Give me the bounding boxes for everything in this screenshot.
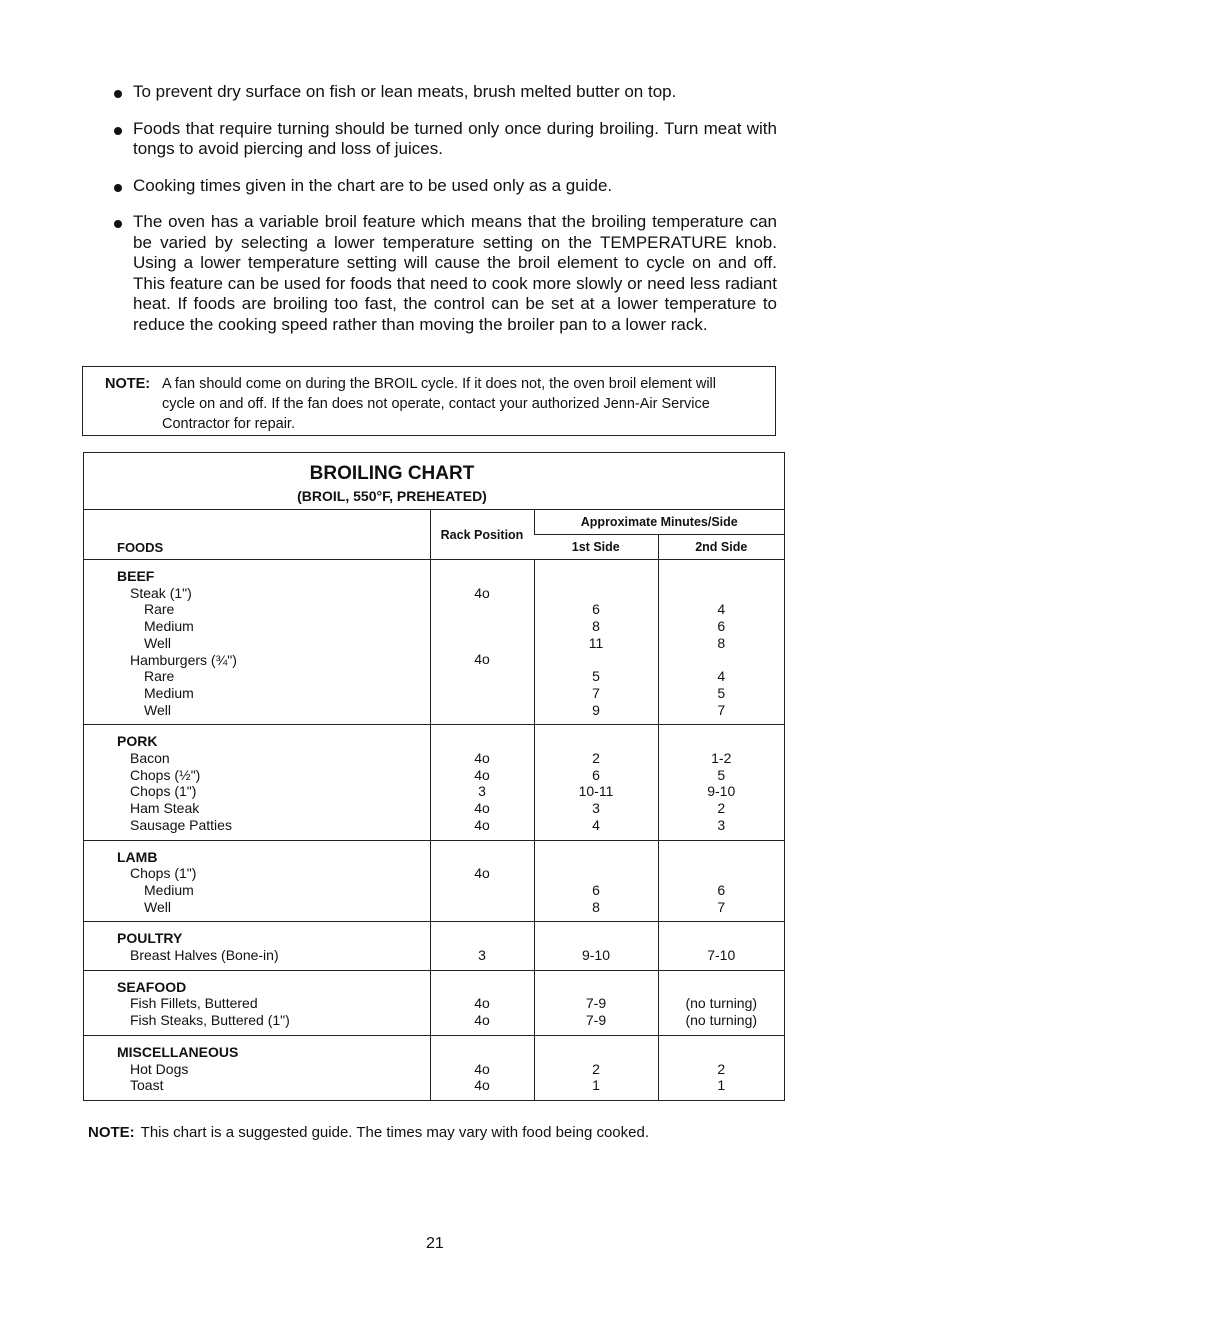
lamb-foods <box>84 840 430 922</box>
beef-first-side <box>534 560 658 725</box>
minutes-value: 10-11 <box>578 783 614 800</box>
doneness-label: Well <box>144 898 171 915</box>
table-row-poultry <box>84 922 784 970</box>
lamb-first-side <box>534 840 658 922</box>
category-label: SEAFOOD <box>117 978 187 995</box>
misc-foods <box>84 1035 430 1100</box>
chart-title: BROILING CHART <box>309 463 475 484</box>
bullet-dot-icon <box>114 220 122 228</box>
misc-first-side <box>534 1035 658 1100</box>
food-item: Toast <box>130 1077 164 1094</box>
second-side-header: 2nd Side <box>658 535 784 560</box>
rack-value: 4o <box>474 800 490 817</box>
minutes-value: 3 <box>717 816 726 833</box>
category-label: BEEF <box>117 568 155 584</box>
minutes-value: 1 <box>592 1077 600 1094</box>
food-item: Chops (1") <box>130 783 197 800</box>
minutes-value: 2 <box>717 1060 726 1077</box>
approx-header: Approximate Minutes/Side <box>534 510 784 535</box>
food-item: Breast Halves (Bone-in) <box>130 947 279 964</box>
doneness-label: Medium <box>144 881 194 898</box>
rack-value: 4o <box>474 750 490 767</box>
fan-note <box>82 366 776 436</box>
seafood-first-side <box>534 970 658 1035</box>
minutes-value: 1 <box>717 1077 726 1094</box>
minutes-value: 5 <box>592 668 600 685</box>
rack-value: 3 <box>478 947 486 964</box>
page-number: 21 <box>426 1235 444 1252</box>
seafood-foods <box>84 970 430 1035</box>
bullet-dot-icon <box>114 127 122 135</box>
beef-rack <box>430 560 534 725</box>
doneness-label: Medium <box>144 684 194 701</box>
chart-guide-note <box>88 1124 649 1141</box>
note-text: A fan should come on during the BROIL cycle. If it does not, the oven broil element will cycle on and off. If the fan does not operate, contact your authorized Jenn-Air Service Contractor for repair. <box>162 376 716 432</box>
doneness-label: Well <box>144 634 171 651</box>
instruction-list <box>112 82 777 351</box>
minutes-value: 9-10 <box>581 947 611 964</box>
note-label: NOTE: <box>105 376 151 392</box>
table-row-beef <box>84 560 784 725</box>
category-label: POULTRY <box>117 930 183 947</box>
beef-second-side <box>658 560 784 725</box>
seafood-rack <box>430 970 534 1035</box>
bullet-dot-icon <box>114 184 122 192</box>
food-item: Fish Steaks, Buttered (1") <box>130 1012 290 1029</box>
bullet-dot-icon <box>114 90 122 98</box>
bullet-text: Foods that require turning should be turned only once during broiling. Turn meat with tongs to avoid piercing and loss of juices. <box>133 118 777 158</box>
first-side-header: 1st Side <box>571 540 620 554</box>
doneness-label: Rare <box>144 601 175 618</box>
category-label: LAMB <box>117 848 158 865</box>
doneness-label: Well <box>144 701 171 718</box>
rack-value: 4o <box>474 865 490 882</box>
minutes-value: 8 <box>592 898 600 915</box>
misc-rack <box>430 1035 534 1100</box>
minutes-value: 5 <box>717 766 726 783</box>
pork-foods <box>84 725 430 840</box>
minutes-value: 2 <box>717 800 726 817</box>
foods-header: FOODS <box>117 540 164 555</box>
food-item: Chops (1") <box>130 865 197 882</box>
food-item: Steak (1") <box>130 584 192 601</box>
minutes-value: 7-9 <box>585 1012 607 1029</box>
category-label: PORK <box>117 733 158 750</box>
table-row-pork <box>84 725 784 840</box>
minutes-value: 5 <box>717 684 726 701</box>
minutes-value: 6 <box>592 881 600 898</box>
rack-value: 4o <box>474 766 490 783</box>
minutes-value: (no turning) <box>685 995 758 1012</box>
minutes-value: 11 <box>588 634 604 651</box>
minutes-value: 7-9 <box>585 995 607 1012</box>
table-row-miscellaneous <box>84 1035 784 1100</box>
rack-value: 4o <box>474 1077 490 1094</box>
rack-value: 3 <box>478 783 486 800</box>
minutes-value: 4 <box>592 816 600 833</box>
lamb-second-side <box>658 840 784 922</box>
rack-value: 4o <box>474 995 490 1012</box>
food-item: Hamburgers (¾") <box>130 651 237 668</box>
pork-rack <box>430 725 534 840</box>
bottom-note-label: NOTE: <box>88 1124 135 1141</box>
food-item: Bacon <box>130 750 170 767</box>
minutes-value: 7 <box>717 898 726 915</box>
minutes-value: 8 <box>592 618 600 635</box>
minutes-value: 8 <box>717 634 726 651</box>
bullet-item <box>112 176 777 197</box>
minutes-value: 6 <box>592 766 600 783</box>
pork-first-side <box>534 725 658 840</box>
category-label: MISCELLANEOUS <box>117 1043 239 1060</box>
minutes-value: 7 <box>717 701 726 718</box>
minutes-value: 4 <box>717 601 726 618</box>
doneness-label: Rare <box>144 668 175 685</box>
poultry-second-side <box>658 922 784 970</box>
minutes-value: (no turning) <box>685 1012 758 1029</box>
bullet-text: The oven has a variable broil feature which means that the broiling temperature can be varied by selecting a lower temperature setting on the TEMPERATURE knob. Using a lower temperature setting will cause the broil element to cycle on and off. This feature can be used for foods that need to cook more slowly or need less radiant heat. If foods are broiling too fast, the control can be set at a lower temperature to reduce the cooking speed rather than moving the broiler pan to a lower rack. <box>133 212 777 334</box>
minutes-value: 6 <box>717 881 726 898</box>
bullet-item <box>112 119 777 160</box>
bullet-text: Cooking times given in the chart are to be used only as a guide. <box>133 175 613 195</box>
rack-value: 4o <box>474 816 490 833</box>
bullet-item <box>112 82 777 103</box>
poultry-first-side <box>534 922 658 970</box>
rack-header: Rack Position <box>430 510 534 560</box>
minutes-value: 9-10 <box>707 783 736 800</box>
minutes-value: 3 <box>592 800 600 817</box>
rack-value: 4o <box>474 1012 490 1029</box>
seafood-second-side <box>658 970 784 1035</box>
rack-value: 4o <box>474 584 490 601</box>
food-item: Sausage Patties <box>130 816 232 833</box>
minutes-value: 6 <box>717 618 726 635</box>
table-row-lamb <box>84 840 784 922</box>
food-item: Chops (½") <box>130 766 201 783</box>
doneness-label: Medium <box>144 618 194 635</box>
bullet-item <box>112 212 777 335</box>
food-item: Hot Dogs <box>130 1060 189 1077</box>
bottom-note-text: This chart is a suggested guide. The times may vary with food being cooked. <box>140 1124 649 1141</box>
broiling-chart <box>83 452 785 1101</box>
minutes-value: 9 <box>592 701 600 718</box>
food-item: Fish Fillets, Buttered <box>130 995 258 1012</box>
beef-foods <box>84 560 430 725</box>
misc-second-side <box>658 1035 784 1100</box>
broiling-table <box>84 510 784 1100</box>
table-row-seafood <box>84 970 784 1035</box>
chart-subtitle: (BROIL, 550°F, PREHEATED) <box>297 488 487 504</box>
minutes-value: 1-2 <box>711 750 732 767</box>
chart-header <box>84 453 784 510</box>
rack-value: 4o <box>474 1060 490 1077</box>
minutes-value: 7-10 <box>707 947 736 964</box>
minutes-value: 2 <box>592 750 600 767</box>
poultry-rack <box>430 922 534 970</box>
pork-second-side <box>658 725 784 840</box>
poultry-foods <box>84 922 430 970</box>
lamb-rack <box>430 840 534 922</box>
minutes-value: 6 <box>592 601 600 618</box>
bullet-text: To prevent dry surface on fish or lean meats, brush melted butter on top. <box>133 82 677 101</box>
food-item: Ham Steak <box>130 800 200 817</box>
minutes-value: 2 <box>592 1060 600 1077</box>
minutes-value: 4 <box>717 668 726 685</box>
rack-value: 4o <box>474 651 490 668</box>
minutes-value: 7 <box>592 684 600 701</box>
